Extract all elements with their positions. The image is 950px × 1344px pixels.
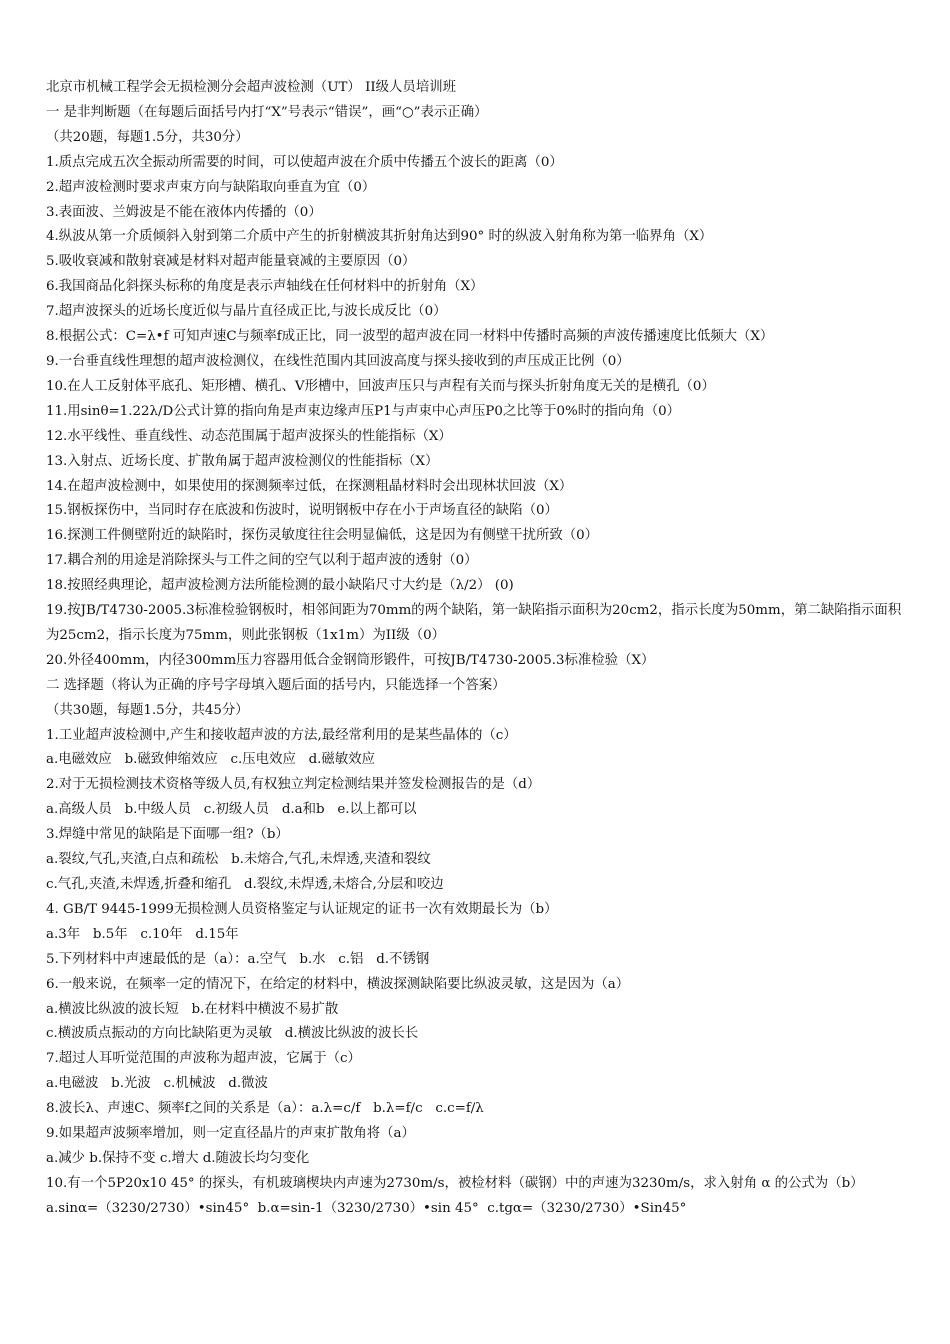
tf-question-16: 16.探测工件侧壁附近的缺陷时，探伤灵敏度往往会明显偏低，这是因为有侧壁干扰所致（0） [46,528,599,544]
mc-options-7: a.电磁波 b.光波 c.机械波 d.微波 [46,1076,268,1092]
tf-question-9: 9.一台垂直线性理想的超声波检测仪，在线性范围内其回波高度与探头接收到的声压成正比例（0） [46,353,630,369]
tf-question-4: 4.纵波从第一介质倾斜入射到第二介质中产生的折射横波其折射角达到90° 时的纵波入射角称为第一临界角（X） [46,229,713,245]
tf-question-12: 12.水平线性、垂直线性、动态范围属于超声波探头的性能指标（X） [46,428,452,444]
tf-question-6: 6.我国商品化斜探头标称的角度是表示声轴线在任何材料中的折射角（X） [46,279,484,295]
mc-options-6-cd: c.横波质点振动的方向比缺陷更为灵敏 d.横波比纵波的波长长 [46,1026,419,1042]
tf-question-8: 8.根据公式：C=λ•f 可知声速C与频率f成正比，同一波型的超声波在同一材料中传播时高频的声波传播速度比低频大（X） [46,329,774,345]
mc-question-8: 8.波长λ、声速C、频率f之间的关系是（a）：a.λ=c/f b.λ=f/c c.c=f/λ [46,1101,484,1117]
mc-question-5: 5.下列材料中声速最低的是（a）：a.空气 b.水 c.铝 d.不锈钢 [46,951,430,967]
mc-options-1: a.电磁效应 b.磁致伸缩效应 c.压电效应 d.磁敏效应 [46,752,375,768]
tf-question-10: 10.在人工反射体平底孔、矩形槽、横孔、V形槽中，回波声压只与声程有关而与探头折射角度无关的是横孔（0） [46,378,715,394]
mc-options-9: a.减少 b.保持不变 c.增大 d.随波长均匀变化 [46,1150,310,1166]
document-title: 北京市机械工程学会无损检测分会超声波检测（UT） II级人员培训班 [46,80,456,95]
document-page [46,76,908,1222]
tf-question-1: 1.质点完成五次全振动所需要的时间，可以使超声波在介质中传播五个波长的距离（0） [46,154,563,170]
mc-question-2: 2.对于无损检测技术资格等级人员,有权独立判定检测结果并签发检测报告的是（d） [46,777,541,793]
mc-question-6: 6.一般来说，在频率一定的情况下，在给定的材料中，横波探测缺陷要比纵波灵敏，这是因为（a） [46,976,630,992]
tf-question-15: 15.钢板探伤中，当同时存在底波和伤波时，说明钢板中存在小于声场直径的缺陷（0） [46,503,558,519]
tf-question-13: 13.入射点、近场长度、扩散角属于超声波检测仪的性能指标（X） [46,453,439,469]
mc-options-3-ab: a.裂纹,气孔,夹渣,白点和疏松 b.未熔合,气孔,未焊透,夹渣和裂纹 [46,852,431,868]
tf-question-3: 3.表面波、兰姆波是不能在液体内传播的（0） [46,204,322,220]
section-heading-multiple-choice: 二 选择题（将认为正确的序号字母填入题后面的括号内，只能选择一个答案） [46,677,506,693]
tf-question-17: 17.耦合剂的用途是消除探头与工件之间的空气以利于超声波的透射（0） [46,553,478,569]
tf-question-18: 18.按照经典理论，超声波检测方法所能检测的最小缺陷尺寸大约是（λ/2） (0) [46,578,514,594]
tf-question-2: 2.超声波检测时要求声束方向与缺陷取向垂直为宜（0） [46,179,376,195]
mc-options-2: a.高级人员 b.中级人员 c.初级人员 d.a和b e.以上都可以 [46,802,417,818]
mc-question-1: 1.工业超声波检测中,产生和接收超声波的方法,最经常利用的是某些晶体的（c） [46,727,517,743]
tf-question-19: 19.按JB/T4730-2005.3标准检验钢板时，相邻间距为70mm的两个缺陷，第一缺陷指示面积为20cm2，指示长度为50mm，第二缺陷指示面积为25cm2，指示长度为75mm，则此张钢板（1x1m）为II级（0） [46,603,902,643]
tf-question-20: 20.外径400mm，内径300mm压力容器用低合金钢筒形锻件，可按JB/T4730-2005.3标准检验（X） [46,652,655,668]
mc-options-10: a.sinα=（3230/2730）•sin45° b.α=sin-1（3230/2730）•sin 45° c.tgα=（3230/2730）•Sin45° [46,1200,687,1216]
section-scoring-note: （共20题，每题1.5分，共30分） [46,129,249,145]
mc-options-3-cd: c.气孔,夹渣,未焊透,折叠和缩孔 d.裂纹,未焊透,未熔合,分层和咬边 [46,877,444,892]
section-scoring-note: （共30题，每题1.5分，共45分） [46,702,249,718]
tf-question-7: 7.超声波探头的近场长度近似与晶片直径成正比,与波长成反比（0） [46,304,447,320]
tf-question-11: 11.用sinθ=1.22λ/D公式计算的指向角是声束边缘声压P1与声束中心声压P0之比等于0%时的指向角（0） [46,403,681,419]
mc-question-10: 10.有一个5P20x10 45° 的探头，有机玻璃楔块内声速为2730m/s，被检材料（碳钢）中的声速为3230m/s，求入射角 α 的公式为（b） [46,1175,864,1191]
mc-question-7: 7.超过人耳听觉范围的声波称为超声波，它属于（c） [46,1051,361,1067]
tf-question-5: 5.吸收衰减和散射衰减是材料对超声能量衰减的主要原因（0） [46,254,416,270]
mc-question-4: 4. GB/T 9445-1999无损检测人员资格鉴定与认证规定的证书一次有效期最长为（b） [46,901,558,917]
section-heading-true-false: 一 是非判断题（在每题后面括号内打“X”号表示“错误”，画“○”表示正确） [46,104,488,120]
mc-options-6-ab: a.横波比纵波的波长短 b.在材料中横波不易扩散 [46,1001,339,1017]
mc-question-9: 9.如果超声波频率增加，则一定直径晶片的声束扩散角将（a） [46,1126,415,1142]
tf-question-14: 14.在超声波检测中，如果使用的探测频率过低，在探测粗晶材料时会出现林状回波（X） [46,478,573,494]
mc-question-3: 3.焊缝中常见的缺陷是下面哪一组?（b） [46,827,289,843]
mc-options-4: a.3年 b.5年 c.10年 d.15年 [46,926,239,942]
